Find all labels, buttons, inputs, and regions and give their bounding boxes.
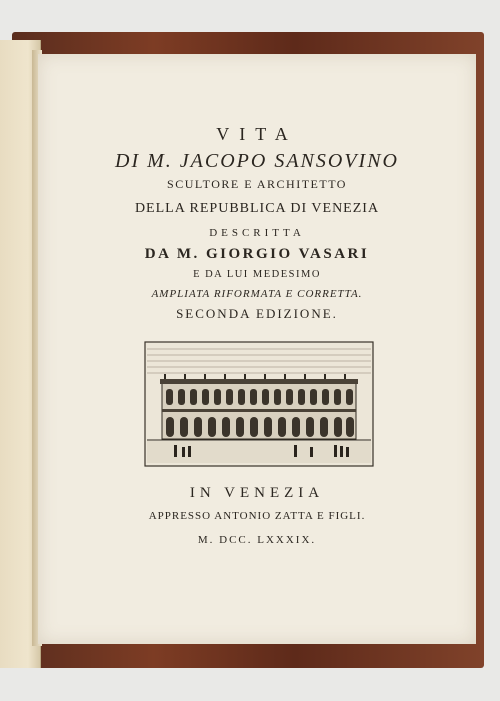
edition-label: SECONDA EDIZIONE.: [176, 306, 338, 321]
revision-note: AMPLIATA RIFORMATA E CORRETTA.: [151, 288, 363, 300]
imprint-place: IN VENEZIA: [189, 485, 325, 501]
subject-roles: SCULTORE E ARCHITETTO: [167, 177, 347, 191]
imprint-year: M. DCC. LXXXIX.: [197, 534, 317, 546]
imprint-printer: APPRESSO ANTONIO ZATTA E FIGLI.: [148, 510, 366, 522]
author-note: E DA LUI MEDESIMO: [193, 269, 321, 280]
subject-republic: DELLA REPUBBLICA DI VENEZIA: [134, 201, 380, 216]
engraving-library-building: [144, 341, 374, 467]
author-name: DA M. GIORGIO VASARI: [144, 246, 370, 262]
descritta-label: DESCRITTA: [209, 227, 305, 239]
title-subject: DI M. JACOPO SANSOVINO: [115, 150, 399, 172]
title-vita: VITA: [216, 124, 298, 144]
